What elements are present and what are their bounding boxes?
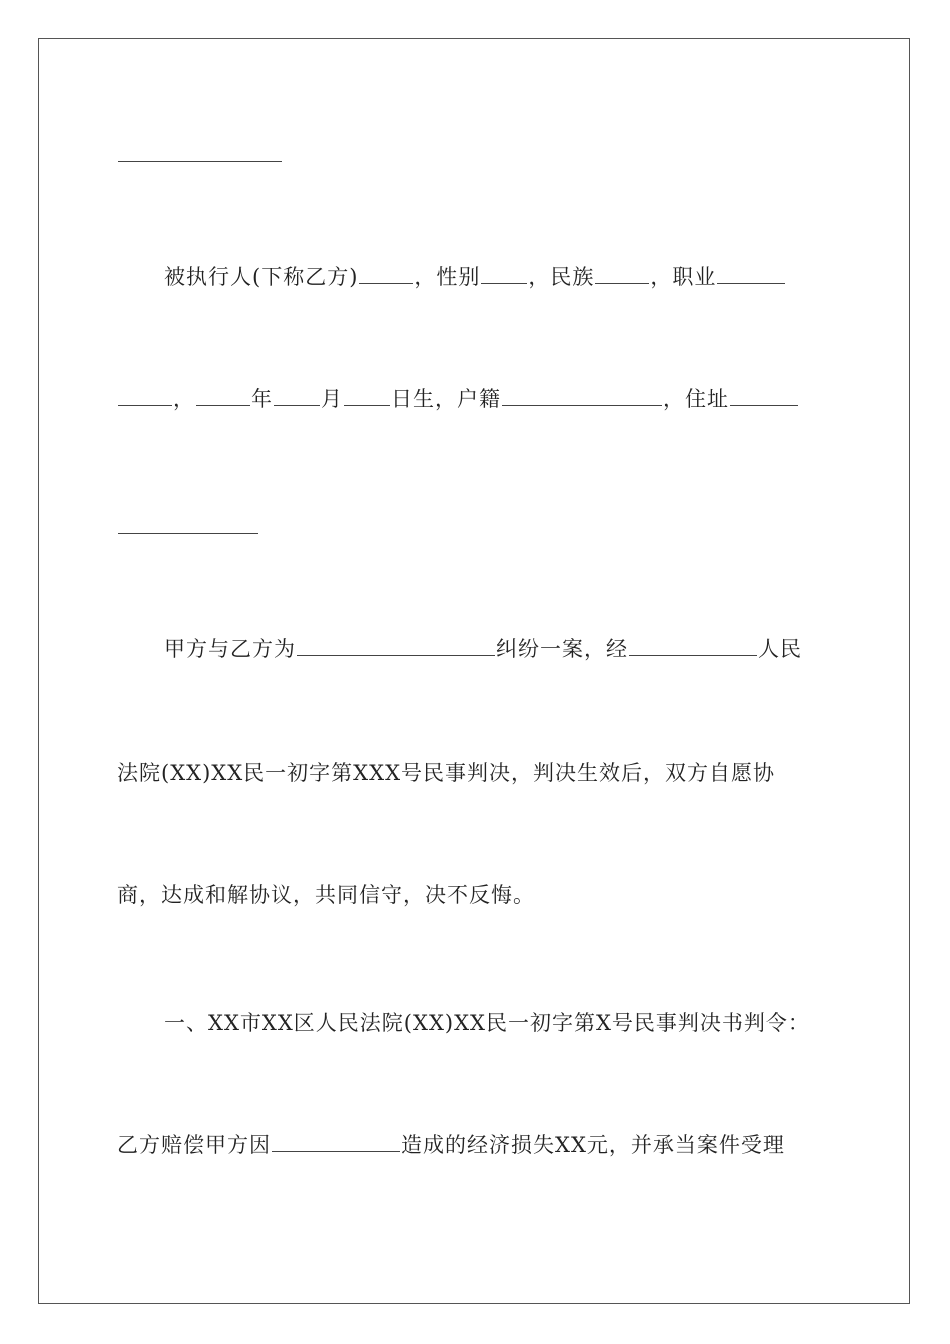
dispute-blank [297,654,495,656]
intro-line-3 [117,512,259,542]
cause-blank [272,1150,400,1152]
item-text: 乙方赔偿甲方因 [117,1133,271,1157]
page-border [38,38,910,1304]
item-one-line-1: 一、XX市XX区人民法院(XX)XX民一初字第X号民事判决书判令： [164,1011,810,1035]
month-blank [274,404,320,406]
blank-line-top [117,140,283,170]
intro-line-1 [164,262,786,292]
case-text: 纠纷一案，经 [496,637,628,661]
case-line-2: 法院(XX)XX民一初字第XXX号民事判决，判决生效后，双方自愿协 [117,761,776,785]
intro-text: 年 [251,387,273,411]
intro-text: ，住址 [663,387,729,411]
occupation-blank-cont [118,404,172,406]
case-line-3: 商，达成和解协议，共同信守，决不反悔。 [117,883,535,907]
case-line-1 [164,634,802,664]
address-blank [730,404,798,406]
year-blank [196,404,250,406]
gender-blank [481,282,527,284]
blank [118,160,282,162]
intro-text: ，职业 [650,265,717,289]
day-blank [344,404,390,406]
domicile-blank [502,404,662,406]
case-text: 人民 [758,637,802,661]
intro-text: ，性别 [414,265,481,289]
occupation-blank [717,282,785,284]
intro-text: 日生，户籍 [391,387,501,411]
ethnicity-blank [595,282,649,284]
name-blank [359,282,413,284]
case-text: 甲方与乙方为 [164,637,296,661]
court-blank [629,654,757,656]
intro-text: 被执行人(下称乙方) [164,265,359,289]
intro-text: 月 [321,387,343,411]
intro-line-2 [117,384,799,414]
address-blank-cont [118,532,258,534]
item-text: 造成的经济损失XX元，并承当案件受理 [401,1133,785,1157]
intro-text: ，民族 [528,265,595,289]
item-one-line-2 [117,1130,785,1160]
intro-text: ， [173,387,195,411]
